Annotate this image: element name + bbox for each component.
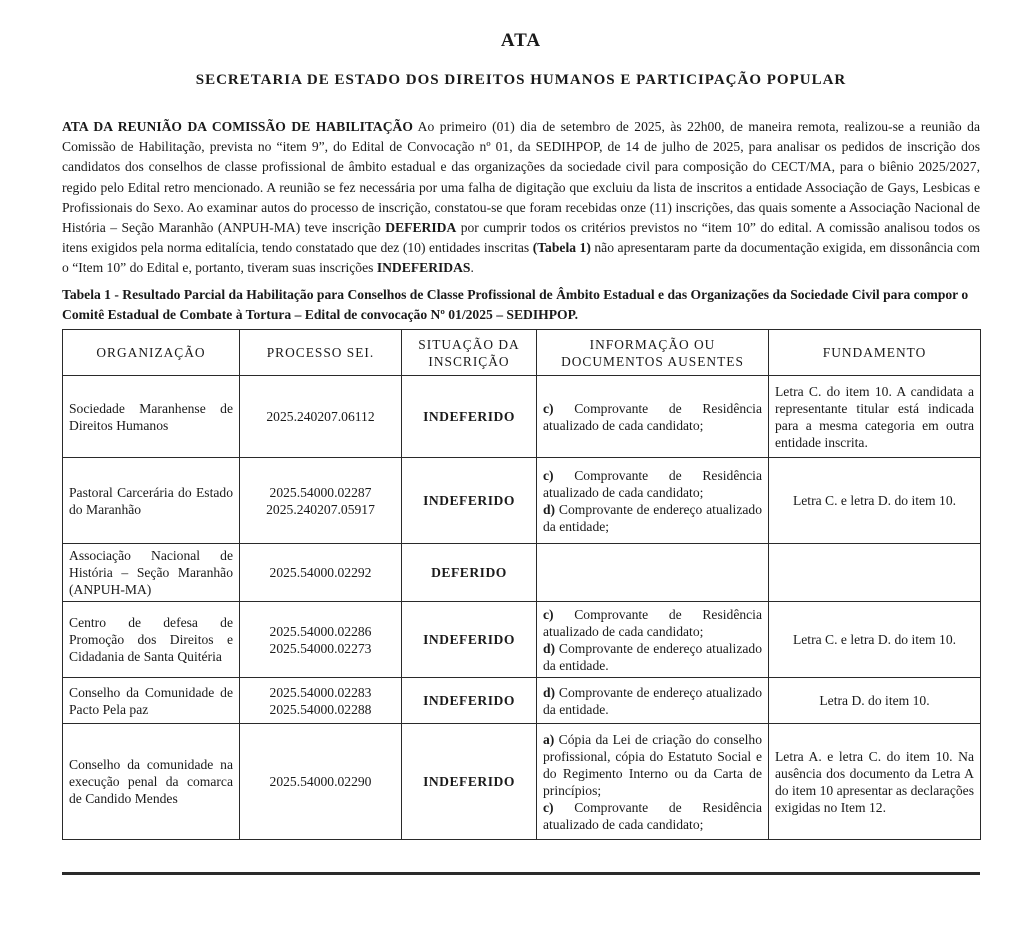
paragraph-part-2: por cumprir todos os critérios previstos no “item 10” do edital. A comissão analisou todos os itens exigidos pela norma editalícia, tendo constatado que dez (10) entidades inscritas	[62, 220, 980, 256]
process-number: 2025.54000.02273	[269, 640, 372, 656]
cell-organizacao: Conselho da Comunidade de Pacto Pela paz	[63, 678, 240, 724]
process-number: 2025.54000.02286	[269, 623, 372, 639]
process-number: 2025.54000.02290	[269, 774, 372, 789]
cell-situacao: INDEFERIDO	[402, 724, 537, 840]
cell-fundamento: Letra A. e letra C. do item 10. Na ausência dos documento da Letra A do item 10 apresentar as declarações exigidas no Item 12.	[769, 724, 981, 840]
item-letter: a)	[543, 731, 555, 747]
table-row	[63, 678, 981, 724]
cell-organizacao: Conselho da comunidade na execução penal da comarca de Candido Mendes	[63, 724, 240, 840]
cell-informacao	[537, 544, 769, 602]
bottom-divider	[62, 872, 980, 875]
table-body	[63, 376, 981, 840]
cell-informacao	[537, 458, 769, 544]
missing-document-item	[543, 467, 762, 501]
table-header-row	[63, 330, 981, 376]
header-organizacao: ORGANIZAÇÃO	[63, 330, 240, 376]
cell-fundamento: Letra D. do item 10.	[769, 678, 981, 724]
missing-document-item	[543, 731, 762, 799]
minutes-paragraph	[62, 117, 980, 279]
cell-processo	[240, 376, 402, 458]
cell-fundamento: Letra C. do item 10. A candidata a representante titular está indicada para a mesma categoria em outra entidade inscrita.	[769, 376, 981, 458]
table-row	[63, 376, 981, 458]
document-subtitle: SECRETARIA DE ESTADO DOS DIREITOS HUMANOS E PARTICIPAÇÃO POPULAR	[195, 72, 847, 88]
item-letter: c)	[543, 606, 554, 622]
cell-informacao	[537, 602, 769, 678]
cell-organizacao: Pastoral Carcerária do Estado do Maranhão	[63, 458, 240, 544]
item-text: Comprovante de Residência atualizado de cada candidato;	[543, 606, 762, 639]
process-number: 2025.240207.06112	[266, 409, 375, 424]
process-number: 2025.54000.02287	[269, 484, 372, 500]
missing-document-item	[543, 606, 762, 640]
cell-organizacao: Associação Nacional de História – Seção Maranhão (ANPUH-MA)	[63, 544, 240, 602]
item-letter: c)	[543, 467, 554, 483]
item-text: Comprovante de endereço atualizado da entidade;	[543, 501, 762, 534]
table-row	[63, 544, 981, 602]
cell-situacao: DEFERIDO	[402, 544, 537, 602]
item-letter: d)	[543, 501, 556, 517]
paragraph-part-3: não apresentaram parte da documentação exigida, em dissonância com o “Item 10” do Edital e, portanto, tiveram suas inscrições	[62, 240, 980, 276]
paragraph-part-1: Ao primeiro (01) dia de setembro de 2025, às 22h00, de maneira remota, realizou-se a reunião da Comissão de Habilitação, prevista no “item 9”, do Edital de Convocação nº 01, da SEDIHPOP, de 14 de julho de 2025, para analisar os pedidos de inscrição dos candidatos dos conselhos de classe profissional de âmbito estadual e das organizações da sociedade civil para composição do CECT/MA, para o biênio 2025/2027, regido pelo Edital retro mencionado. A reunião se fez necessária por uma falha de digitação que excluiu da lista de inscritos a entidade Associação de Gays, Lesbicas e Profissionais do Sexo. Ao examinar autos do processo de inscrição, constatou-se que foram recebidas onze (11) inscrições, das quais somente a Associação Nacional de História – Seção Maranhão (ANPUH-MA) teve inscrição	[62, 119, 980, 236]
missing-document-item	[543, 400, 762, 434]
cell-informacao	[537, 724, 769, 840]
cell-fundamento: Letra C. e letra D. do item 10.	[769, 458, 981, 544]
cell-fundamento: Letra C. e letra D. do item 10.	[769, 602, 981, 678]
results-table	[62, 329, 981, 840]
header-informacao: INFORMAÇÃO OU DOCUMENTOS AUSENTES	[537, 330, 769, 376]
cell-organizacao: Sociedade Maranhense de Direitos Humanos	[63, 376, 240, 458]
cell-situacao: INDEFERIDO	[402, 376, 537, 458]
item-letter: c)	[543, 400, 554, 416]
process-number: 2025.54000.02288	[269, 701, 372, 717]
item-letter: d)	[543, 684, 556, 700]
missing-document-item	[543, 684, 762, 718]
table-row	[63, 602, 981, 678]
item-letter: d)	[543, 640, 556, 656]
cell-processo	[240, 678, 402, 724]
missing-document-item	[543, 799, 762, 833]
item-text: Comprovante de Residência atualizado de cada candidato;	[543, 799, 762, 832]
header-situacao: SITUAÇÃO DA INSCRIÇÃO	[402, 330, 537, 376]
item-text: Comprovante de endereço atualizado da entidade.	[543, 640, 762, 673]
item-text: Cópia da Lei de criação do conselho profissional, cópia do Estatuto Social e do Regimento Interno ou da Carta de princípios;	[543, 731, 762, 798]
paragraph-part-4: .	[470, 260, 474, 276]
cell-informacao	[537, 678, 769, 724]
process-number: 2025.240207.05917	[266, 501, 375, 517]
minutes-lead: ATA DA REUNIÃO DA COMISSÃO DE HABILITAÇÃO	[62, 119, 413, 134]
cell-organizacao: Centro de defesa de Promoção dos Direitos e Cidadania de Santa Quitéria	[63, 602, 240, 678]
item-text: Comprovante de endereço atualizado da entidade.	[543, 684, 762, 717]
cell-processo	[240, 724, 402, 840]
process-number: 2025.54000.02292	[269, 565, 372, 580]
cell-situacao: INDEFERIDO	[402, 458, 537, 544]
cell-situacao: INDEFERIDO	[402, 678, 537, 724]
cell-processo	[240, 602, 402, 678]
indeferidas-emphasis: INDEFERIDAS	[376, 260, 471, 276]
table-row	[63, 724, 981, 840]
table-reference: (Tabela 1)	[532, 240, 591, 256]
header-fundamento: FUNDAMENTO	[769, 330, 981, 376]
missing-document-item	[543, 640, 762, 674]
deferida-emphasis: DEFERIDA	[385, 220, 457, 236]
cell-processo	[240, 544, 402, 602]
missing-document-item	[543, 501, 762, 535]
cell-situacao: INDEFERIDO	[402, 602, 537, 678]
cell-informacao	[537, 376, 769, 458]
item-text: Comprovante de Residência atualizado de cada candidato;	[543, 400, 762, 433]
cell-processo	[240, 458, 402, 544]
header-processo: PROCESSO SEI.	[240, 330, 402, 376]
table-caption: Tabela 1 - Resultado Parcial da Habilitação para Conselhos de Classe Profissional de Âmbito Estadual e das Organizações da Sociedade Civil para compor o Comitê Estadual de Combate à Tortura – Edital de convocação Nº 01/2025 – SEDIHPOP.	[62, 287, 969, 322]
item-letter: c)	[543, 799, 554, 815]
process-number: 2025.54000.02283	[269, 684, 372, 700]
item-text: Comprovante de Residência atualizado de cada candidato;	[543, 467, 762, 500]
table-row	[63, 458, 981, 544]
cell-fundamento	[769, 544, 981, 602]
document-title: ATA	[500, 30, 542, 51]
